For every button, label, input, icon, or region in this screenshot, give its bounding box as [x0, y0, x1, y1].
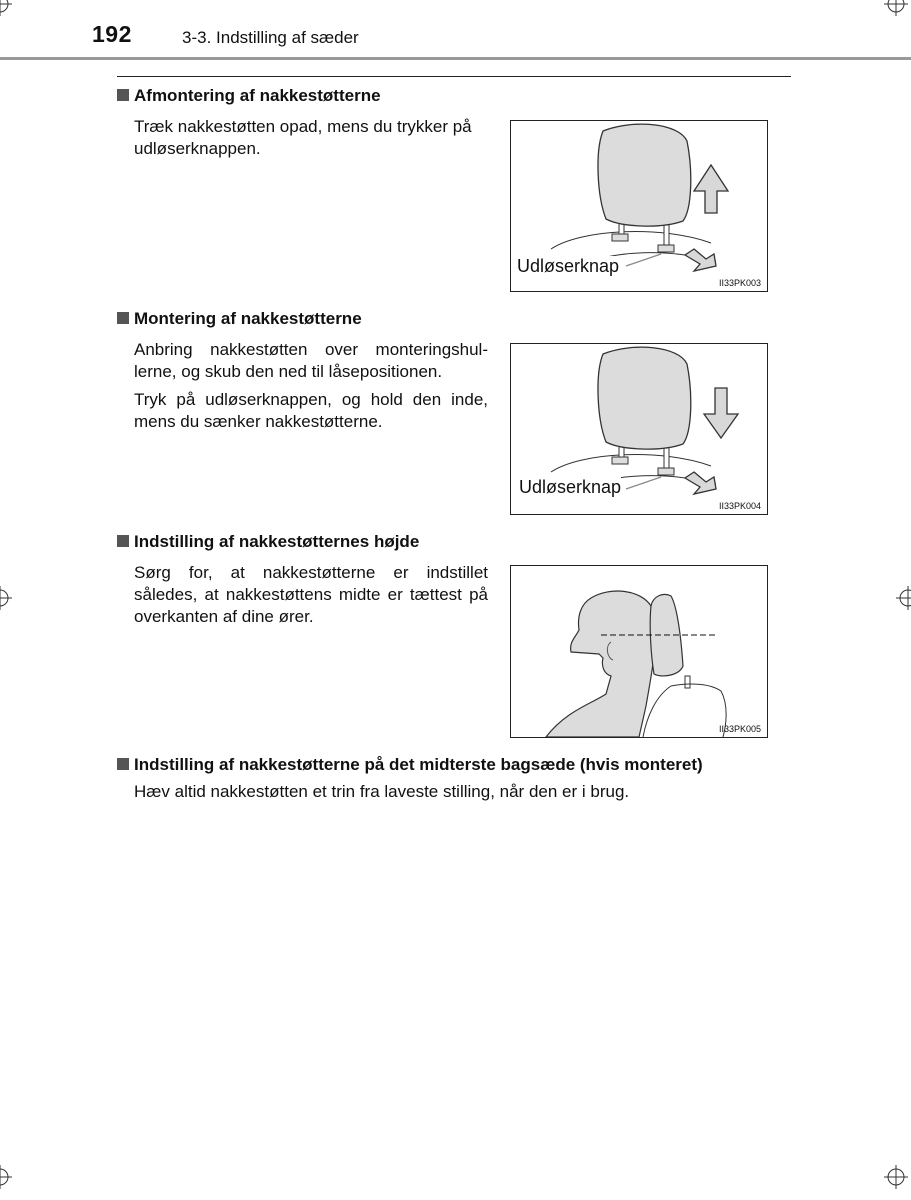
figure-headrest-removal: [510, 120, 768, 292]
release-button-label: Udløserknap: [519, 477, 622, 497]
section-paragraph: Sørg for, at nakkestøtterne er indstillet således, at nakkestøttens midte er tættest på overkanten af dine ører.: [134, 563, 488, 626]
section-heading-text: Montering af nakkestøtterne: [134, 309, 362, 328]
section-heading-text: Indstilling af nakkestøtterne på det midterste bagsæde (hvis monteret): [134, 755, 703, 774]
section-heading-removal: [117, 86, 381, 106]
section-heading-height-adjustment: [117, 532, 419, 552]
square-bullet-icon: [117, 89, 129, 101]
figure-code: II33PK004: [718, 501, 761, 511]
square-bullet-icon: [117, 535, 129, 547]
registration-mark-bottom-left: [0, 1165, 12, 1189]
section-heading-installation: [117, 309, 362, 329]
registration-mark-top-right: [884, 0, 908, 16]
release-button-label: Udløserknap: [517, 256, 620, 276]
registration-mark-mid-left: [0, 586, 12, 610]
registration-mark-mid-right: [896, 586, 911, 610]
section-rule: [117, 76, 791, 77]
figure-headrest-height: [510, 565, 768, 738]
header-rule: [0, 57, 911, 60]
section-heading-rear-center: [117, 755, 703, 775]
headrest-height-illustration: [511, 566, 767, 737]
page-number: 192: [92, 21, 132, 47]
section-paragraph: Anbring nakkestøtten over monteringshul-lerne, og skub den ned til låsepositionen.: [134, 340, 488, 381]
figure-headrest-installation: [510, 343, 768, 515]
section-heading-text: Afmontering af nakkestøtterne: [134, 86, 381, 105]
square-bullet-icon: [117, 758, 129, 770]
figure-code: II33PK005: [718, 724, 761, 734]
square-bullet-icon: [117, 312, 129, 324]
figure-code: II33PK003: [718, 278, 761, 288]
section-paragraph: Hæv altid nakkestøtten et trin fra laveste stilling, når den er i brug.: [134, 782, 630, 801]
chapter-title: 3-3. Indstilling af sæder: [182, 28, 359, 47]
registration-mark-bottom-right: [884, 1165, 908, 1189]
section-paragraph: Træk nakkestøtten opad, mens du trykker på udløserknappen.: [134, 117, 472, 158]
registration-mark-top-left: [0, 0, 12, 16]
section-heading-text: Indstilling af nakkestøtternes højde: [134, 532, 420, 551]
section-paragraph: Tryk på udløserknappen, og hold den inde, mens du sænker nakkestøtterne.: [134, 390, 488, 431]
